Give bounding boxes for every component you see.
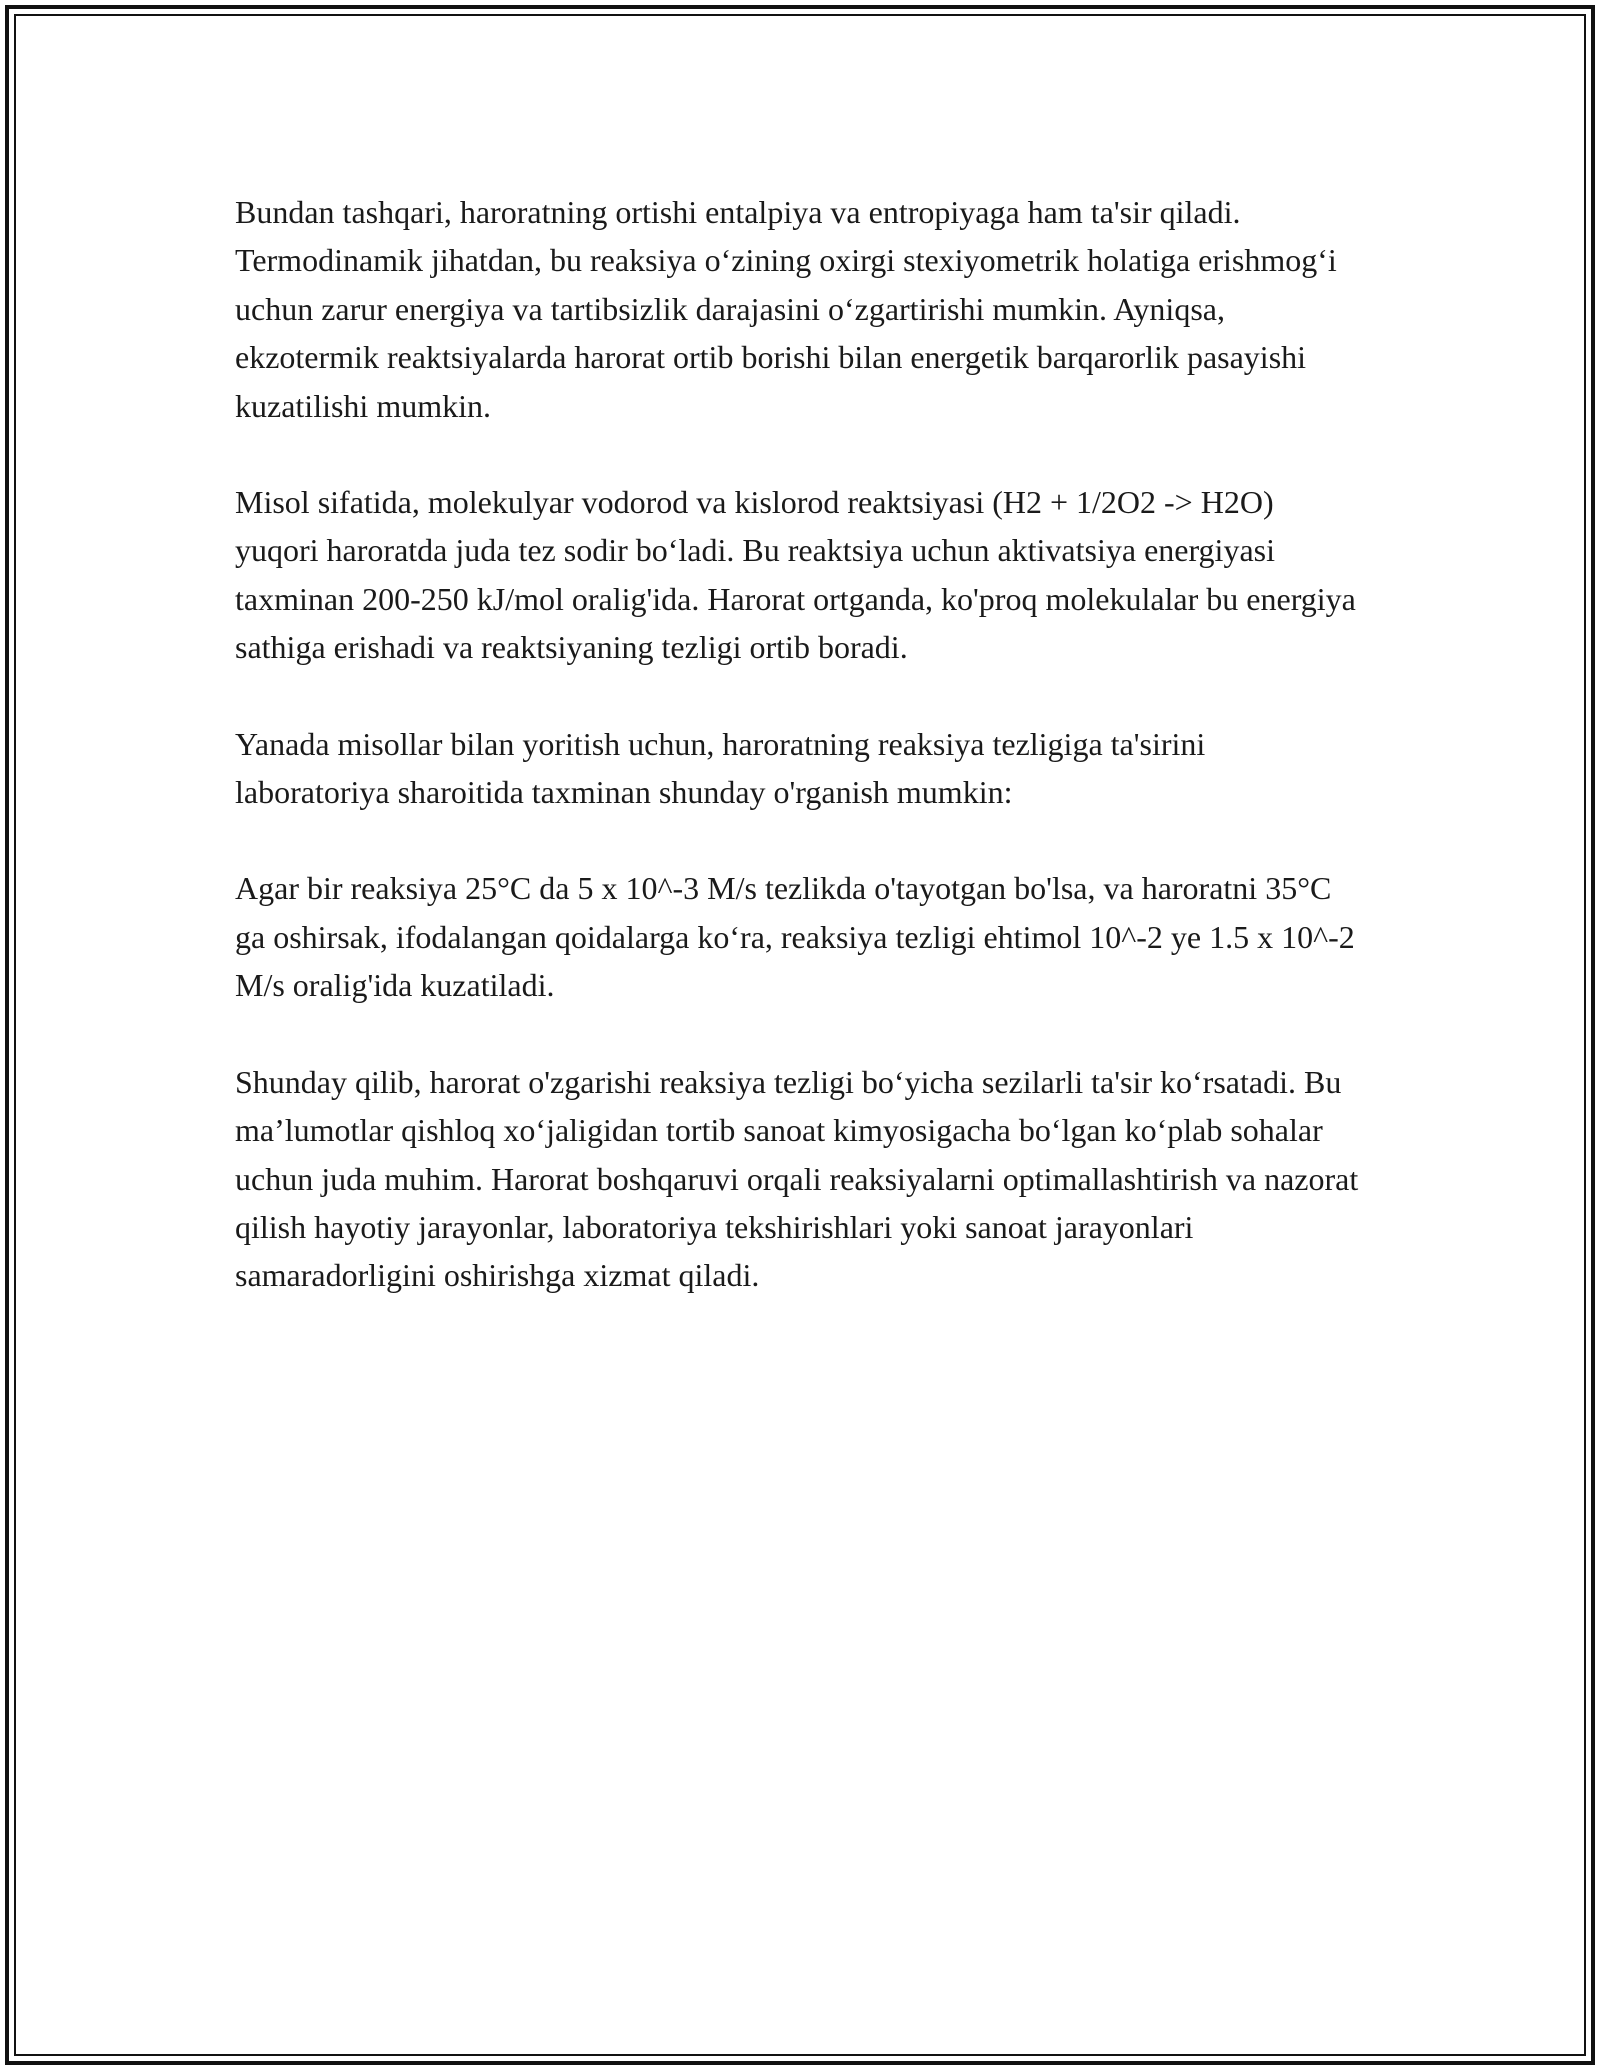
paragraph-5: Shunday qilib, harorat o'zgarishi reaksiya tezligi bo‘yicha sezilarli ta'sir ko‘rsatadi. Bu ma’lumotlar qishloq xo‘jaligidan tortib sanoat kimyosigacha bo‘lgan ko‘plab sohalar uchun juda muhim. Harorat boshqaruvi orqali reaksiyalarni optimallashtirish va nazorat qilish hayotiy jarayonlar, laboratoriya tekshirishlari yoki sanoat jarayonlari samaradorligini oshirishga xizmat qiladi. [235, 1063, 1359, 1294]
paragraph-1: Bundan tashqari, haroratning ortishi entalpiya va entropiyaga ham ta'sir qiladi. Termodinamik jihatdan, bu reaksiya o‘zining oxirgi stexiyometrik holatiga erishmog‘i uchun zarur energiya va tartibsizlik darajasini o‘zgartirishi mumkin. Ayniqsa, ekzotermik reaktsiyalarda harorat ortib borishi bilan energetik barqarorlik pasayishi kuzatilishi mumkin. [235, 194, 1337, 424]
paragraph-4: Agar bir reaksiya 25°C da 5 x 10^-3 M/s tezlikda o'tayotgan bo'lsa, va haroratni 35°C ga oshirsak, ifodalangan qoidalarga ko‘ra, reaksiya tezligi ehtimol 10^-2 ye 1.5 x 10^-2 M/s oralig'ida kuzatiladi. [235, 870, 1355, 1004]
paragraph-3: Yanada misollar bilan yoritish uchun, haroratning reaksiya tezligiga ta'sirini laboratoriya sharoitida taxminan shunday o'rganish mumkin: [235, 725, 1206, 811]
paragraph-2: Misol sifatida, molekulyar vodorod va kislorod reaktsiyasi (H2 + 1/2O2 -> H2O) yuqori haroratda juda tez sodir bo‘ladi. Bu reaktsiya uchun aktivatsiya energiyasi taxminan 200-250 kJ/mol oralig'ida. Harorat ortganda, ko'proq molekulalar bu energiya sathiga erishadi va reaktsiyaning tezligi ortib boradi. [235, 484, 1356, 666]
document-body [235, 188, 1365, 1348]
